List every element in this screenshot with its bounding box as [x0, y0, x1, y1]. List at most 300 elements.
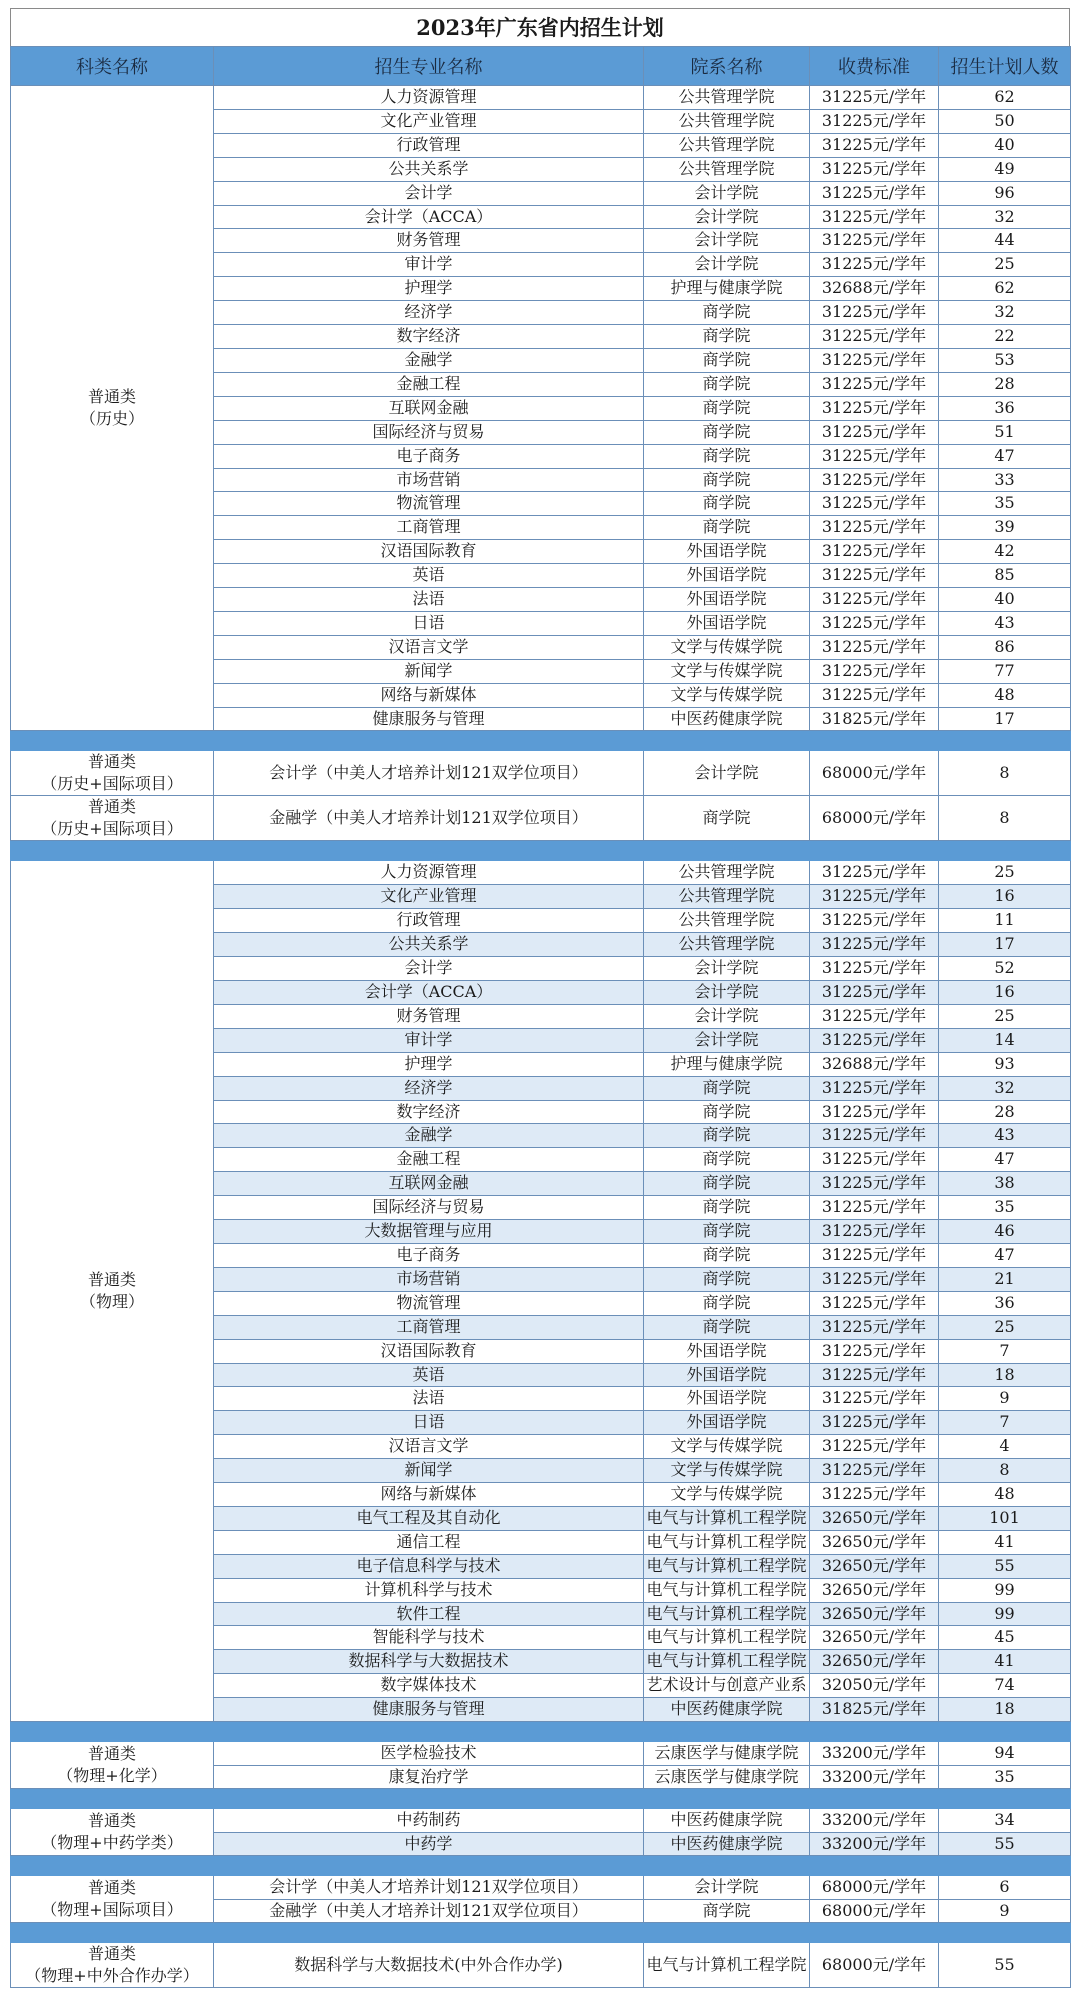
department-cell: 商学院 — [644, 492, 810, 516]
quota-cell: 8 — [939, 751, 1071, 796]
fee-cell: 31225元/学年 — [810, 659, 939, 683]
fee-cell: 68000元/学年 — [810, 1943, 939, 1988]
quota-cell: 33 — [939, 468, 1071, 492]
quota-cell: 49 — [939, 157, 1071, 181]
fee-cell: 31225元/学年 — [810, 540, 939, 564]
major-cell: 工商管理 — [214, 1315, 644, 1339]
fee-cell: 31225元/学年 — [810, 588, 939, 612]
category-cell — [11, 86, 214, 731]
department-cell: 公共管理学院 — [644, 157, 810, 181]
fee-cell: 31825元/学年 — [810, 1698, 939, 1722]
department-cell: 商学院 — [644, 1076, 810, 1100]
category-label: 普通类 — [87, 1270, 136, 1290]
separator-bar — [11, 1856, 1071, 1876]
department-cell: 电气与计算机工程学院 — [644, 1602, 810, 1626]
major-cell: 护理学 — [214, 1052, 644, 1076]
major-cell: 数字媒体技术 — [214, 1674, 644, 1698]
quota-cell: 9 — [939, 1387, 1071, 1411]
major-cell: 电子商务 — [214, 1243, 644, 1267]
fee-cell: 32050元/学年 — [810, 1674, 939, 1698]
major-cell: 金融学 — [214, 1124, 644, 1148]
department-cell: 会计学院 — [644, 751, 810, 796]
major-cell: 审计学 — [214, 1028, 644, 1052]
major-cell: 计算机科学与技术 — [214, 1578, 644, 1602]
fee-cell: 31225元/学年 — [810, 86, 939, 110]
header-row — [11, 47, 1071, 86]
quota-cell: 85 — [939, 564, 1071, 588]
quota-cell: 55 — [939, 1943, 1071, 1988]
fee-cell: 31225元/学年 — [810, 1196, 939, 1220]
fee-cell: 32650元/学年 — [810, 1506, 939, 1530]
fee-cell: 31225元/学年 — [810, 1315, 939, 1339]
department-cell: 中医药健康学院 — [644, 1809, 810, 1833]
major-cell: 经济学 — [214, 1076, 644, 1100]
table-row — [11, 1742, 1071, 1766]
major-cell: 健康服务与管理 — [214, 707, 644, 731]
department-cell: 文学与传媒学院 — [644, 1483, 810, 1507]
department-cell: 中医药健康学院 — [644, 1698, 810, 1722]
quota-cell: 51 — [939, 420, 1071, 444]
category-label: （物理+化学） — [57, 1766, 167, 1786]
department-cell: 公共管理学院 — [644, 861, 810, 885]
fee-cell: 31225元/学年 — [810, 181, 939, 205]
fee-cell: 31225元/学年 — [810, 1076, 939, 1100]
major-cell: 中药制药 — [214, 1809, 644, 1833]
category-label: 普通类 — [87, 752, 136, 772]
fee-cell: 31225元/学年 — [810, 1028, 939, 1052]
quota-cell: 17 — [939, 707, 1071, 731]
fee-cell: 31825元/学年 — [810, 707, 939, 731]
major-cell: 财务管理 — [214, 229, 644, 253]
department-cell: 电气与计算机工程学院 — [644, 1626, 810, 1650]
fee-cell: 68000元/学年 — [810, 751, 939, 796]
quota-cell: 52 — [939, 957, 1071, 981]
group-separator — [11, 1722, 1071, 1742]
fee-cell: 31225元/学年 — [810, 492, 939, 516]
major-cell: 物流管理 — [214, 492, 644, 516]
table-row — [11, 1876, 1071, 1900]
fee-cell: 31225元/学年 — [810, 1243, 939, 1267]
quota-cell: 55 — [939, 1832, 1071, 1856]
fee-cell: 31225元/学年 — [810, 133, 939, 157]
fee-cell: 31225元/学年 — [810, 564, 939, 588]
major-cell: 软件工程 — [214, 1602, 644, 1626]
quota-cell: 7 — [939, 1339, 1071, 1363]
category-label: （历史） — [79, 409, 144, 429]
major-cell: 大数据管理与应用 — [214, 1220, 644, 1244]
quota-cell: 47 — [939, 444, 1071, 468]
major-cell: 电子信息科学与技术 — [214, 1554, 644, 1578]
major-cell: 英语 — [214, 564, 644, 588]
quota-cell: 47 — [939, 1243, 1071, 1267]
quota-cell: 25 — [939, 861, 1071, 885]
header-major: 招生专业名称 — [214, 47, 644, 86]
quota-cell: 18 — [939, 1698, 1071, 1722]
table-row — [11, 796, 1071, 841]
fee-cell: 33200元/学年 — [810, 1809, 939, 1833]
department-cell: 电气与计算机工程学院 — [644, 1554, 810, 1578]
quota-cell: 28 — [939, 372, 1071, 396]
department-cell: 商学院 — [644, 1172, 810, 1196]
fee-cell: 31225元/学年 — [810, 1411, 939, 1435]
quota-cell: 14 — [939, 1028, 1071, 1052]
fee-cell: 31225元/学年 — [810, 205, 939, 229]
major-cell: 会计学 — [214, 181, 644, 205]
major-cell: 智能科学与技术 — [214, 1626, 644, 1650]
fee-cell: 31225元/学年 — [810, 1172, 939, 1196]
header-category: 科类名称 — [11, 47, 214, 86]
department-cell: 会计学院 — [644, 1004, 810, 1028]
quota-cell: 8 — [939, 1459, 1071, 1483]
department-cell: 会计学院 — [644, 1028, 810, 1052]
major-cell: 通信工程 — [214, 1530, 644, 1554]
fee-cell: 31225元/学年 — [810, 1100, 939, 1124]
quota-cell: 21 — [939, 1267, 1071, 1291]
major-cell: 健康服务与管理 — [214, 1698, 644, 1722]
group-separator — [11, 1789, 1071, 1809]
fee-cell: 32650元/学年 — [810, 1554, 939, 1578]
major-cell: 互联网金融 — [214, 396, 644, 420]
major-cell: 网络与新媒体 — [214, 1483, 644, 1507]
group-separator — [11, 731, 1071, 751]
quota-cell: 48 — [939, 1483, 1071, 1507]
department-cell: 中医药健康学院 — [644, 707, 810, 731]
fee-cell: 31225元/学年 — [810, 468, 939, 492]
fee-cell: 68000元/学年 — [810, 1899, 939, 1923]
category-label: （物理） — [79, 1292, 144, 1312]
department-cell: 会计学院 — [644, 181, 810, 205]
quota-cell: 99 — [939, 1578, 1071, 1602]
major-cell: 经济学 — [214, 301, 644, 325]
category-label: 普通类 — [87, 1811, 136, 1831]
major-cell: 人力资源管理 — [214, 861, 644, 885]
category-label: （物理+国际项目） — [41, 1900, 183, 1920]
quota-cell: 46 — [939, 1220, 1071, 1244]
fee-cell: 32650元/学年 — [810, 1602, 939, 1626]
fee-cell: 68000元/学年 — [810, 796, 939, 841]
fee-cell: 31225元/学年 — [810, 957, 939, 981]
department-cell: 外国语学院 — [644, 1411, 810, 1435]
major-cell: 电子商务 — [214, 444, 644, 468]
major-cell: 金融学 — [214, 348, 644, 372]
quota-cell: 43 — [939, 611, 1071, 635]
department-cell: 商学院 — [644, 396, 810, 420]
department-cell: 商学院 — [644, 372, 810, 396]
fee-cell: 31225元/学年 — [810, 635, 939, 659]
department-cell: 公共管理学院 — [644, 885, 810, 909]
fee-cell: 33200元/学年 — [810, 1742, 939, 1766]
quota-cell: 35 — [939, 1196, 1071, 1220]
quota-cell: 25 — [939, 1004, 1071, 1028]
department-cell: 外国语学院 — [644, 1339, 810, 1363]
department-cell: 外国语学院 — [644, 1387, 810, 1411]
quota-cell: 45 — [939, 1626, 1071, 1650]
major-cell: 新闻学 — [214, 1459, 644, 1483]
department-cell: 云康医学与健康学院 — [644, 1742, 810, 1766]
major-cell: 日语 — [214, 611, 644, 635]
major-cell: 行政管理 — [214, 133, 644, 157]
major-cell: 文化产业管理 — [214, 885, 644, 909]
department-cell: 商学院 — [644, 1196, 810, 1220]
major-cell: 英语 — [214, 1363, 644, 1387]
category-label: 普通类 — [87, 1878, 136, 1898]
department-cell: 商学院 — [644, 468, 810, 492]
department-cell: 会计学院 — [644, 253, 810, 277]
department-cell: 文学与传媒学院 — [644, 659, 810, 683]
fee-cell: 31225元/学年 — [810, 253, 939, 277]
major-cell: 汉语国际教育 — [214, 1339, 644, 1363]
major-cell: 法语 — [214, 1387, 644, 1411]
quota-cell: 9 — [939, 1899, 1071, 1923]
fee-cell: 31225元/学年 — [810, 1124, 939, 1148]
table-body — [11, 86, 1071, 1988]
fee-cell: 31225元/学年 — [810, 1459, 939, 1483]
quota-cell: 4 — [939, 1435, 1071, 1459]
quota-cell: 99 — [939, 1602, 1071, 1626]
department-cell: 商学院 — [644, 1315, 810, 1339]
fee-cell: 32650元/学年 — [810, 1530, 939, 1554]
fee-cell: 31225元/学年 — [810, 157, 939, 181]
fee-cell: 31225元/学年 — [810, 1004, 939, 1028]
quota-cell: 40 — [939, 588, 1071, 612]
department-cell: 商学院 — [644, 1267, 810, 1291]
group-separator — [11, 1856, 1071, 1876]
department-cell: 电气与计算机工程学院 — [644, 1506, 810, 1530]
major-cell: 财务管理 — [214, 1004, 644, 1028]
department-cell: 商学院 — [644, 348, 810, 372]
table-row — [11, 1809, 1071, 1833]
major-cell: 护理学 — [214, 277, 644, 301]
major-cell: 数据科学与大数据技术(中外合作办学) — [214, 1943, 644, 1988]
department-cell: 会计学院 — [644, 205, 810, 229]
quota-cell: 44 — [939, 229, 1071, 253]
major-cell: 医学检验技术 — [214, 1742, 644, 1766]
category-label: （物理+中药学类） — [41, 1833, 183, 1853]
quota-cell: 22 — [939, 325, 1071, 349]
quota-cell: 86 — [939, 635, 1071, 659]
quota-cell: 40 — [939, 133, 1071, 157]
fee-cell: 31225元/学年 — [810, 420, 939, 444]
quota-cell: 34 — [939, 1809, 1071, 1833]
quota-cell: 28 — [939, 1100, 1071, 1124]
quota-cell: 32 — [939, 1076, 1071, 1100]
department-cell: 云康医学与健康学院 — [644, 1765, 810, 1789]
department-cell: 商学院 — [644, 1899, 810, 1923]
fee-cell: 31225元/学年 — [810, 1291, 939, 1315]
quota-cell: 47 — [939, 1148, 1071, 1172]
department-cell: 公共管理学院 — [644, 86, 810, 110]
major-cell: 会计学（中美人才培养计划121双学位项目） — [214, 1876, 644, 1900]
header-fee: 收费标准 — [810, 47, 939, 86]
group-separator — [11, 1923, 1071, 1943]
quota-cell: 53 — [939, 348, 1071, 372]
major-cell: 公共关系学 — [214, 157, 644, 181]
department-cell: 外国语学院 — [644, 564, 810, 588]
category-cell — [11, 751, 214, 796]
fee-cell: 31225元/学年 — [810, 861, 939, 885]
fee-cell: 31225元/学年 — [810, 325, 939, 349]
category-cell — [11, 1742, 214, 1789]
quota-cell: 6 — [939, 1876, 1071, 1900]
fee-cell: 31225元/学年 — [810, 1267, 939, 1291]
major-cell: 汉语言文学 — [214, 635, 644, 659]
quota-cell: 94 — [939, 1742, 1071, 1766]
department-cell: 公共管理学院 — [644, 909, 810, 933]
quota-cell: 18 — [939, 1363, 1071, 1387]
major-cell: 数字经济 — [214, 325, 644, 349]
major-cell: 康复治疗学 — [214, 1765, 644, 1789]
department-cell: 商学院 — [644, 444, 810, 468]
major-cell: 会计学（中美人才培养计划121双学位项目） — [214, 751, 644, 796]
fee-cell: 32650元/学年 — [810, 1650, 939, 1674]
quota-cell: 39 — [939, 516, 1071, 540]
quota-cell: 25 — [939, 253, 1071, 277]
category-cell — [11, 1876, 214, 1923]
separator-bar — [11, 841, 1071, 861]
department-cell: 会计学院 — [644, 957, 810, 981]
header-department: 院系名称 — [644, 47, 810, 86]
major-cell: 行政管理 — [214, 909, 644, 933]
page-title: 2023年广东省内招生计划 — [10, 8, 1070, 46]
major-cell: 金融工程 — [214, 1148, 644, 1172]
quota-cell: 41 — [939, 1530, 1071, 1554]
major-cell: 日语 — [214, 1411, 644, 1435]
department-cell: 外国语学院 — [644, 540, 810, 564]
major-cell: 人力资源管理 — [214, 86, 644, 110]
major-cell: 国际经济与贸易 — [214, 1196, 644, 1220]
quota-cell: 55 — [939, 1554, 1071, 1578]
major-cell: 市场营销 — [214, 1267, 644, 1291]
quota-cell: 35 — [939, 492, 1071, 516]
department-cell: 电气与计算机工程学院 — [644, 1578, 810, 1602]
category-label: （历史+国际项目） — [41, 819, 183, 839]
department-cell: 护理与健康学院 — [644, 1052, 810, 1076]
fee-cell: 31225元/学年 — [810, 1220, 939, 1244]
fee-cell: 31225元/学年 — [810, 611, 939, 635]
fee-cell: 32688元/学年 — [810, 277, 939, 301]
category-label: （历史+国际项目） — [41, 774, 183, 794]
quota-cell: 62 — [939, 277, 1071, 301]
fee-cell: 31225元/学年 — [810, 109, 939, 133]
quota-cell: 38 — [939, 1172, 1071, 1196]
department-cell: 公共管理学院 — [644, 109, 810, 133]
quota-cell: 41 — [939, 1650, 1071, 1674]
quota-cell: 11 — [939, 909, 1071, 933]
department-cell: 电气与计算机工程学院 — [644, 1650, 810, 1674]
major-cell: 金融学（中美人才培养计划121双学位项目） — [214, 1899, 644, 1923]
department-cell: 会计学院 — [644, 229, 810, 253]
department-cell: 外国语学院 — [644, 611, 810, 635]
fee-cell: 31225元/学年 — [810, 981, 939, 1005]
fee-cell: 31225元/学年 — [810, 348, 939, 372]
major-cell: 会计学（ACCA） — [214, 205, 644, 229]
major-cell: 国际经济与贸易 — [214, 420, 644, 444]
major-cell: 物流管理 — [214, 1291, 644, 1315]
quota-cell: 48 — [939, 683, 1071, 707]
fee-cell: 31225元/学年 — [810, 1483, 939, 1507]
quota-cell: 8 — [939, 796, 1071, 841]
department-cell: 商学院 — [644, 1220, 810, 1244]
major-cell: 互联网金融 — [214, 1172, 644, 1196]
department-cell: 会计学院 — [644, 1876, 810, 1900]
quota-cell: 16 — [939, 885, 1071, 909]
department-cell: 商学院 — [644, 516, 810, 540]
department-cell: 护理与健康学院 — [644, 277, 810, 301]
major-cell: 新闻学 — [214, 659, 644, 683]
major-cell: 中药学 — [214, 1832, 644, 1856]
category-label: （物理+中外合作办学） — [25, 1966, 199, 1986]
quota-cell: 32 — [939, 301, 1071, 325]
major-cell: 电气工程及其自动化 — [214, 1506, 644, 1530]
department-cell: 外国语学院 — [644, 588, 810, 612]
department-cell: 商学院 — [644, 420, 810, 444]
major-cell: 工商管理 — [214, 516, 644, 540]
separator-bar — [11, 1789, 1071, 1809]
fee-cell: 31225元/学年 — [810, 1339, 939, 1363]
separator-bar — [11, 731, 1071, 751]
major-cell: 审计学 — [214, 253, 644, 277]
department-cell: 商学院 — [644, 1148, 810, 1172]
quota-cell: 36 — [939, 1291, 1071, 1315]
fee-cell: 31225元/学年 — [810, 933, 939, 957]
quota-cell: 36 — [939, 396, 1071, 420]
quota-cell: 35 — [939, 1765, 1071, 1789]
category-label: 普通类 — [87, 1944, 136, 1964]
category-cell — [11, 796, 214, 841]
fee-cell: 32650元/学年 — [810, 1626, 939, 1650]
quota-cell: 7 — [939, 1411, 1071, 1435]
department-cell: 公共管理学院 — [644, 133, 810, 157]
quota-cell: 43 — [939, 1124, 1071, 1148]
major-cell: 法语 — [214, 588, 644, 612]
major-cell: 公共关系学 — [214, 933, 644, 957]
category-label: 普通类 — [87, 387, 136, 407]
fee-cell: 31225元/学年 — [810, 229, 939, 253]
fee-cell: 31225元/学年 — [810, 683, 939, 707]
enrollment-sheet — [10, 8, 1070, 1988]
major-cell: 汉语国际教育 — [214, 540, 644, 564]
table-row — [11, 861, 1071, 885]
department-cell: 会计学院 — [644, 981, 810, 1005]
quota-cell: 50 — [939, 109, 1071, 133]
department-cell: 商学院 — [644, 1243, 810, 1267]
major-cell: 数据科学与大数据技术 — [214, 1650, 644, 1674]
department-cell: 商学院 — [644, 301, 810, 325]
separator-bar — [11, 1923, 1071, 1943]
table-row — [11, 86, 1071, 110]
category-cell — [11, 861, 214, 1722]
category-label: 普通类 — [87, 797, 136, 817]
fee-cell: 68000元/学年 — [810, 1876, 939, 1900]
department-cell: 商学院 — [644, 796, 810, 841]
major-cell: 会计学（ACCA） — [214, 981, 644, 1005]
fee-cell: 31225元/学年 — [810, 301, 939, 325]
department-cell: 商学院 — [644, 325, 810, 349]
quota-cell: 77 — [939, 659, 1071, 683]
major-cell: 文化产业管理 — [214, 109, 644, 133]
group-separator — [11, 841, 1071, 861]
fee-cell: 31225元/学年 — [810, 516, 939, 540]
category-cell — [11, 1943, 214, 1988]
quota-cell: 42 — [939, 540, 1071, 564]
major-cell: 会计学 — [214, 957, 644, 981]
enrollment-table — [10, 46, 1071, 1988]
header-quota: 招生计划人数 — [939, 47, 1071, 86]
fee-cell: 32688元/学年 — [810, 1052, 939, 1076]
quota-cell: 16 — [939, 981, 1071, 1005]
fee-cell: 31225元/学年 — [810, 1435, 939, 1459]
fee-cell: 31225元/学年 — [810, 396, 939, 420]
